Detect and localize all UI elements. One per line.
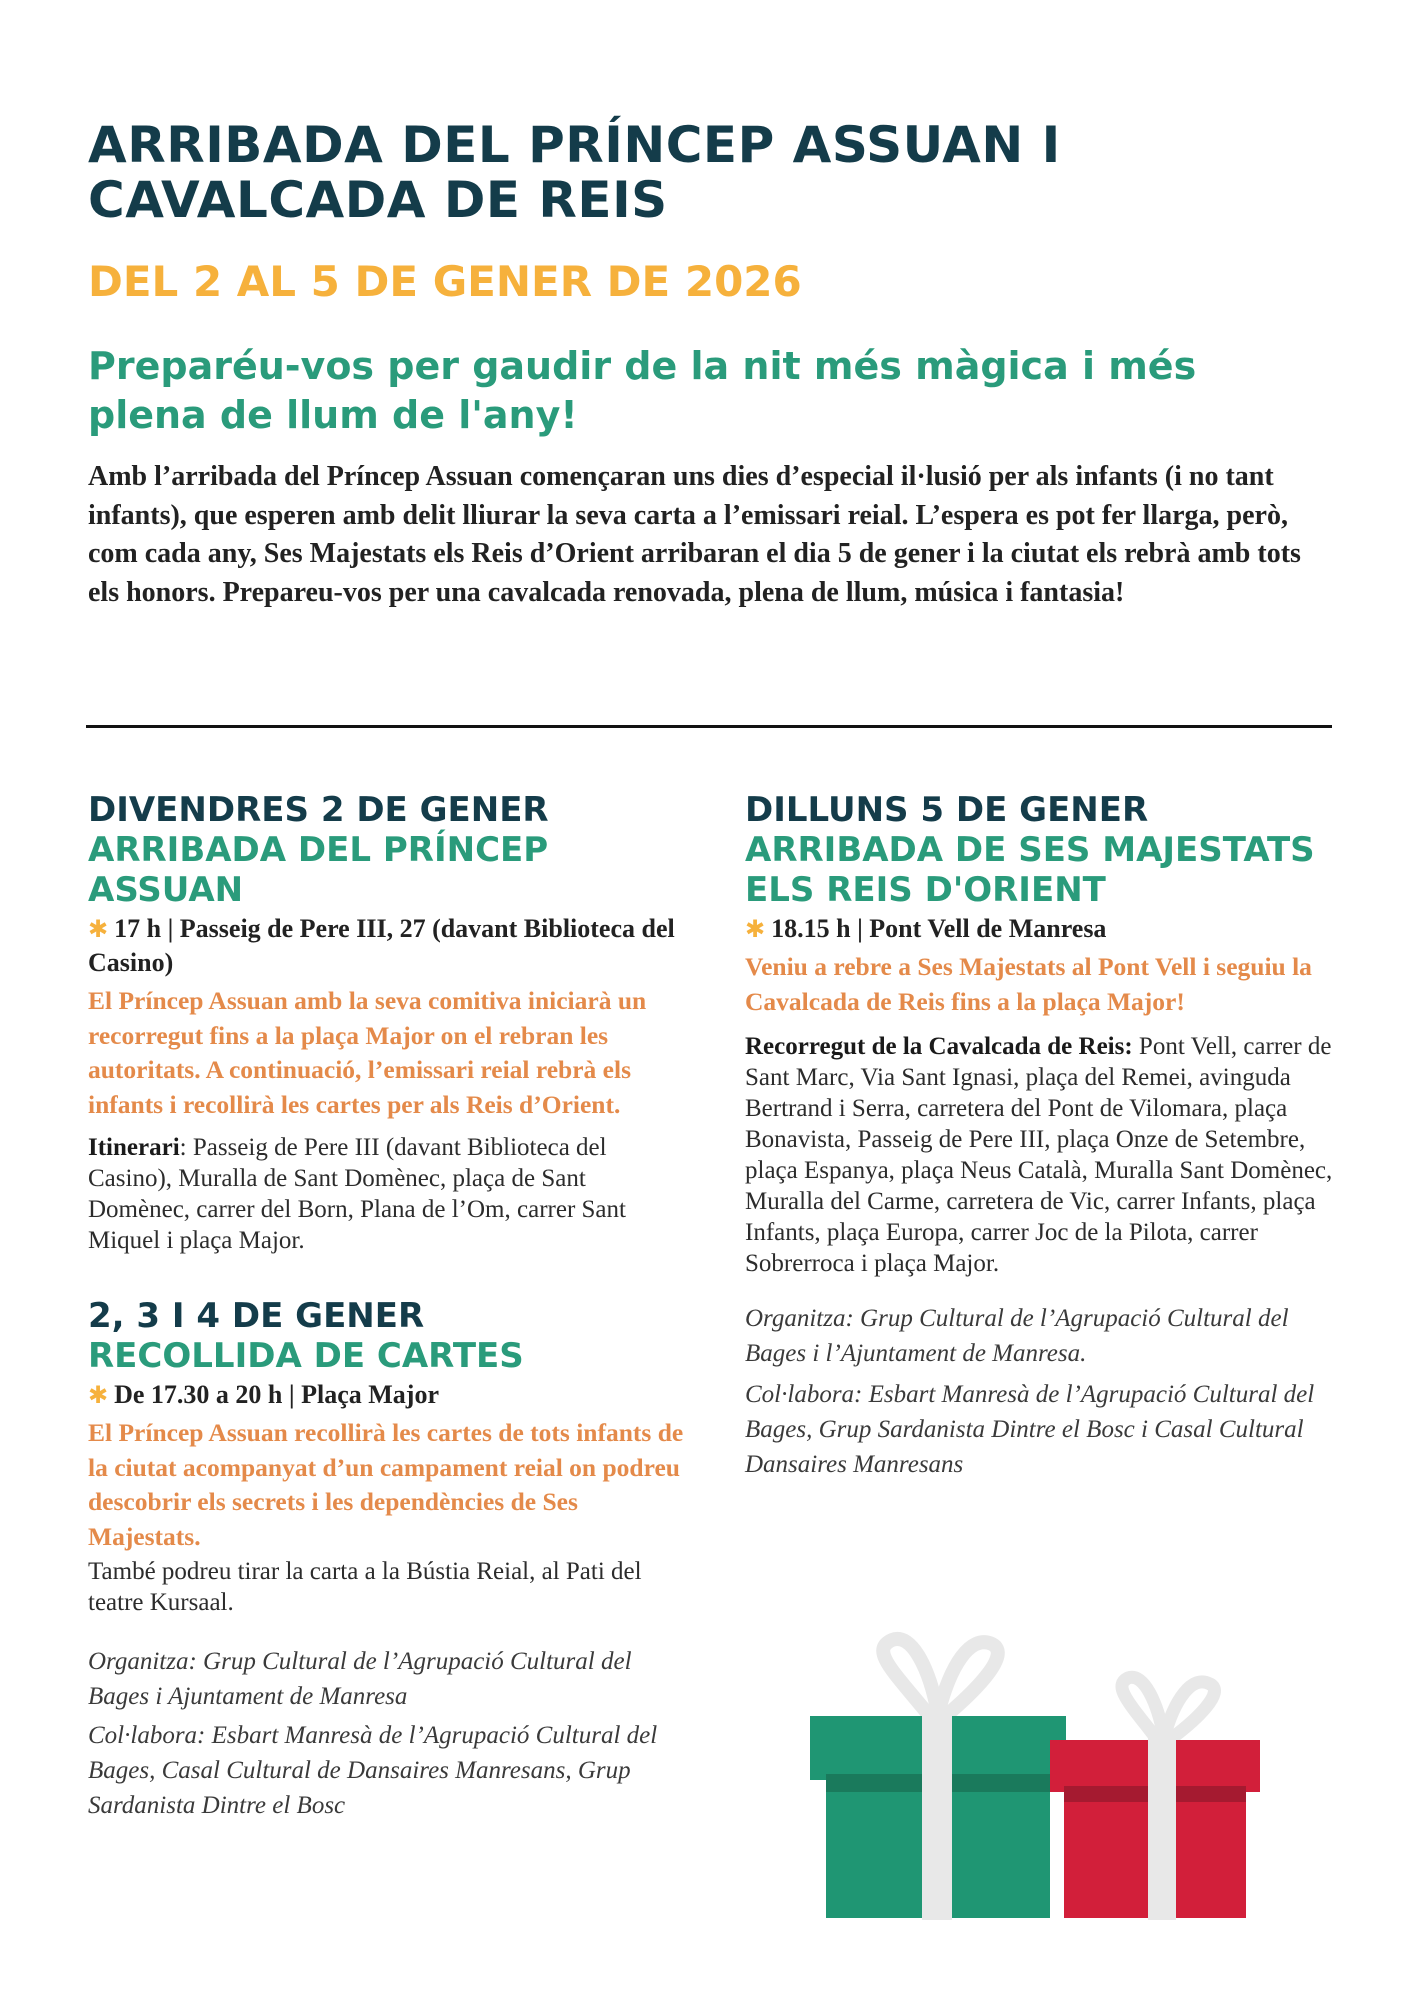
organizer-credit: Organitza: Grup Cultural de l’Agrupació Cultural del Bages i l’Ajuntament de Manresa. [745, 1305, 1289, 1367]
right-column [745, 790, 1345, 1482]
intro-paragraph: Amb l’arribada del Príncep Assuan començaran uns dies d’especial il·lusió per als infants (i no tant infants), que esperen amb delit lliurar la seva carta a l’emissari reial. L’espera es pot fer llarga, però, com cada any, Ses Majestats els Reis d’Orient arribaran el dia 5 de gener i la ciutat els rebrà amb tots els honors. Prepareu-vos per una cavalcada renovada, plena de llum, música i fantasia! [88, 461, 1301, 608]
star-icon: ✱ [88, 915, 109, 943]
event-dates: DEL 2 AL 5 DE GENER DE 2026 [88, 257, 802, 306]
event-title: RECOLLIDA DE CARTES [88, 1336, 524, 1376]
gifts-illustration [800, 1630, 1270, 1920]
monday-block [745, 790, 1345, 1482]
day-heading: DIVENDRES 2 DE GENER [88, 790, 549, 830]
gift-green-icon [810, 1639, 1066, 1920]
route-label: Itinerari [88, 1134, 180, 1161]
star-icon: ✱ [745, 915, 766, 943]
mailbox-note: També podreu tirar la carta a la Bústia Reial, al Pati del teatre Kursaal. [88, 1558, 642, 1616]
event-time-place [745, 912, 1345, 946]
event-title [745, 830, 1345, 910]
event-description: El Príncep Assuan amb la seva comitiva iniciarà un recorregut fins a la plaça Major on el rebran les autoritats. A continuació, l’emissari reial rebrà els infants i recollirà les cartes per als Reis d’Orient. [88, 986, 647, 1119]
left-column [88, 790, 688, 1823]
section-divider [86, 725, 1332, 728]
route-text [88, 1132, 688, 1256]
event-description: El Príncep Assuan recollirà les cartes de tots infants de la ciutat acompanyat d’un campament reial on podreu descobrir els secrets i les dependències de Ses Majestats. [88, 1418, 684, 1551]
organizer-credit: Organitza: Grup Cultural de l’Agrupació Cultural del Bages i Ajuntament de Manresa [88, 1648, 632, 1710]
event-title-line-2: ASSUAN [88, 870, 244, 910]
collaborator-credit: Col·labora: Esbart Manresà de l’Agrupació Cultural del Bages, Grup Sardanista Dintre el Bosc i Casal Cultural Dansaires Manresans [745, 1381, 1315, 1478]
day-heading: 2, 3 I 4 DE GENER [88, 1296, 425, 1336]
event-title-line-1: ARRIBADA DE SES MAJESTATS [745, 830, 1315, 870]
event-time-place [88, 1378, 688, 1412]
event-time-place [88, 912, 688, 980]
event-title-line-2: ELS REIS D'ORIENT [745, 870, 1106, 910]
letters-block [88, 1296, 688, 1823]
star-icon: ✱ [88, 1381, 109, 1409]
time-place-text: 18.15 h | Pont Vell de Manresa [771, 914, 1107, 943]
subtitle: Preparéu-vos per gaudir de la nit més màgica i més plena de llum de l'any! [88, 344, 1197, 437]
day-heading: DILLUNS 5 DE GENER [745, 790, 1149, 830]
friday-block [88, 790, 688, 1256]
route-label: Recorregut de la Cavalcada de Reis: [745, 1033, 1133, 1060]
event-title [88, 830, 688, 910]
time-place-text: De 17.30 a 20 h | Plaça Major [114, 1380, 439, 1409]
route-value: Pont Vell, carrer de Sant Marc, Via Sant Ignasi, plaça del Remei, avinguda Bertrand i Serra, carretera del Pont de Vilomara, plaça Bonavista, Passeig de Pere III, plaça Onze de Setembre, plaça Espanya, plaça Neus Català, Muralla Sant Domènec, Muralla del Carme, carretera de Vic, carrer Infants, plaça Infants, plaça Europa, carrer Joc de la Pilota, carrer Sobrerroca i plaça Major. [745, 1033, 1333, 1277]
collaborator-credit: Col·labora: Esbart Manresà de l’Agrupació Cultural del Bages, Casal Cultural de Dansaires Manresans, Grup Sardanista Dintre el Bosc [88, 1722, 658, 1819]
event-description: Veniu a rebre a Ses Majestats al Pont Vell i seguiu la Cavalcada de Reis fins a la plaça Major! [745, 952, 1312, 1016]
title-line-2: CAVALCADA DE REIS [88, 171, 668, 229]
event-title-line-1: ARRIBADA DEL PRÍNCEP [88, 830, 549, 870]
time-place-text: 17 h | Passeig de Pere III, 27 (davant Biblioteca del Casino) [88, 914, 675, 977]
page-title [88, 118, 1348, 228]
gift-red-icon [1050, 1677, 1260, 1920]
route-text [745, 1031, 1345, 1279]
title-line-1: ARRIBADA DEL PRÍNCEP ASSUAN I [88, 116, 1061, 174]
route-value: : Passeig de Pere III (davant Biblioteca del Casino), Muralla de Sant Domènec, plaça de Sant Domènec, carrer del Born, Plana de l’Om, carrer Sant Miquel i plaça Major. [88, 1134, 626, 1254]
